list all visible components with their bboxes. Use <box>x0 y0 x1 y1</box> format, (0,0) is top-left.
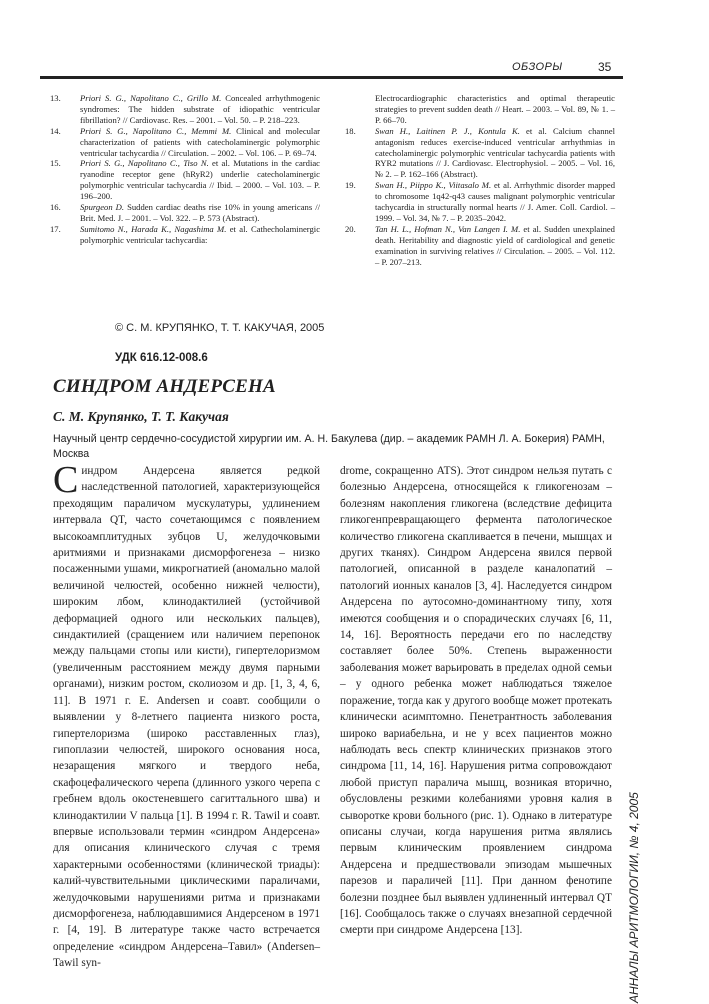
body-left-text: индром Андерсена является редкой наследственной патологией, характеризующейся преходящим параличом мускулатуры, удлинением интервала QT, часто сочетающимся с появлением высокоамплитудных зубцов U, желудочковыми аритмиями и признаками дисморфогенеза – низко посаженными ушами, микрогнатией (аномально малой величиной челюстей, особенно нижней челюсти), широким лбом, клинодактилией (устойчивой деформацией одного или нескольких пальцев), синдактилией (сращением или наличием перепонок между пальцами стопы или кисти), гипертелоризмом (увеличенным расстоянием между двумя парными органами), низким ростом, сколиозом и др. [1, 3, 4, 6, 11]. В 1971 г. E. Andersen и соавт. сообщили о выявлении у 8-летнего пациента низкого роста, гипертелоризма (широко расставленных глаз), гипоплазии челюстей, широкого основания носа, незаращения мягкого и твердого неба, скафоцефалического черепа (длинного узкого черепа с гребнем вдоль окостеневшего сагиттального шва) и клинодактилии V пальца [1]. В 1994 г. R. Tawil и соавт. впервые использовали термин «синдром Андерсена» для описания клинического случая с тремя характерными особенностями (клинической триады): калий-чувствительными циклическими параличами, желудочковыми нарушениями ритма и признаками дисморфогенеза, наблюдавшимися Андерсеном в 1971 г. [4, 19]. В литературе также часто встречается определение «синдром Андерсена–Тавил» (Andersen–Tawil syn- <box>53 465 320 970</box>
reference-text: et al. Arrhythmic disorder mapped to chromosome 1q42-q43 causes malignant polymorphic ventricular tachycardia in structurally normal hearts // J. Amer. Coll. Cardiol. – 1999. – Vol. 34, № 7. – P. 2035–2042. <box>375 180 616 223</box>
reference-number: 18. <box>345 125 356 136</box>
page-number: 35 <box>598 60 612 74</box>
references-right-column <box>345 93 615 268</box>
body-right-text: drome, сокращенно ATS). Этот синдром нельзя путать с болезнью Андерсена, относящейся к гликогенозам – болезням накопления гликогена (вследствие дефицита гликогенпревращающего фермента патологическое количество гликогена скапливается в печени, мышцах и других тканях). Синдром Андерсена явился первой патологией, описанной в разделе каналопатий – патологий ионных каналов [3, 4]. Наследуется синдром Андерсена по аутосомно-доминантному типу, хотя имеются сообщения и о спорадических случаях [6, 11, 14, 16]. Вероятность передачи его по наследству составляет более 50%. Степень выраженности заболевания может варьировать в пределах одной семьи – у одного ребенка может наблюдаться тяжелое поражение, тогда как у другого вообще может протекать клинически асимптомно. Пенетрантность заболевания широко вариабельна, и не у всех пациентов можно наблюдать весь спектр клинических признаков этого синдрома [11, 14, 16]. Нарушения ритма сопровождают любой приступ паралича мышц, возникая вторично, обусловлены резкими колебаниями уровня калия в сыворотке крови больного (рис. 1). Однако в литературе описаны случаи, когда нарушения ритма являлись первым клиническим проявлением синдрома Андерсена и предшествовали эпизодам мышечных парезов и параличей [11]. При данном фенотипе болезни позднее был выявлен удлиненный интервал QT [16]. Сообщалось также о случаях внезапной сердечной смерти при синдроме Андерсена [13]. <box>340 465 612 937</box>
reference-continuation: Electrocardiographic characteristics and optimal therapeutic strategies to prevent sudden death // Heart. – 2003. – Vol. 89, № 1. – P. 66–70. <box>375 93 615 125</box>
reference-text: et al. Cathecholaminergic polymorphic ventricular tachycardia: <box>80 223 321 245</box>
reference-number: 13. <box>50 93 61 103</box>
reference-authors: Spurgeon D. <box>80 202 125 213</box>
reference-text: Clinical and molecular characterization of patients with catecholaminergic polymorphic ventricular tachycardia // Circulation. – 2002. – Vol. 106. – P. 69–74. <box>80 125 320 158</box>
drop-cap: С <box>53 459 79 501</box>
references-left-column <box>50 93 320 246</box>
reference-authors: Swan H., Piippo K., Viitasalo M. <box>375 180 492 191</box>
reference-authors: Priori S. G., Napolitano C., Tiso N. <box>80 158 209 169</box>
reference-number: 17. <box>50 223 61 234</box>
reference-item <box>50 158 320 202</box>
section-title: ОБЗОРЫ <box>512 61 563 73</box>
reference-item <box>50 126 320 159</box>
article-title: СИНДРОМ АНДЕРСЕНА <box>53 376 276 397</box>
reference-authors: Priori S. G., Napolitano C., Grillo M. <box>80 93 222 103</box>
reference-item <box>50 224 320 246</box>
header-rule <box>40 76 623 79</box>
reference-number: 19. <box>345 180 356 191</box>
reference-item <box>50 202 320 224</box>
reference-number: 14. <box>50 125 61 136</box>
reference-authors: Priori S. G., Napolitano C., Memmi M. <box>80 125 232 136</box>
reference-authors: Tan H. L., Hofman N., Van Langen I. M. <box>375 223 521 234</box>
reference-authors: Sumitomo N., Harada K., Nagashima M. <box>80 223 227 234</box>
reference-item <box>345 224 615 268</box>
reference-item <box>345 126 615 181</box>
udk-code: УДК 616.12-008.6 <box>115 352 208 364</box>
reference-text: et al. Mutations in the cardiac ryanodine receptor gene (hRyR2) underlie catecholaminergic polymorphic ventricular tachycardia // Ibid. – 2000. – Vol. 103. – P. 196–200. <box>80 158 320 202</box>
reference-number: 15. <box>50 158 61 169</box>
reference-number: 16. <box>50 202 61 213</box>
body-left-column <box>53 459 320 972</box>
reference-authors: Swan H., Laitinen P. J., Kontula K. <box>375 125 520 136</box>
body-right-column <box>340 463 612 939</box>
reference-text: Sudden cardiac deaths rise 10% in young americans // Brit. Med. J. – 2001. – Vol. 322. – P. 573 (Abstract). <box>80 202 320 223</box>
reference-text: Concealed arrhythmogenic syndromes: The hidden substrate of idiopathic ventricular fibrillation? // Cardiovasc. Res. – 2001. – Vol. 50. – P. 218–223. <box>80 93 320 125</box>
copyright-line: © С. М. КРУПЯНКО, Т. Т. КАКУЧАЯ, 2005 <box>115 322 325 334</box>
journal-vertical-label: АННАЛЫ АРИТМОЛОГИИ, № 4, 2005 <box>627 792 641 1003</box>
reference-number: 20. <box>345 223 356 234</box>
article-authors: С. М. Крупянко, Т. Т. Какучая <box>53 409 229 424</box>
reference-item <box>50 93 320 126</box>
affiliation: Научный центр сердечно-сосудистой хирургии им. А. Н. Бакулева (дир. – академик РАМН Л. А. Бокерия) РАМН, Москва <box>53 433 605 460</box>
reference-item <box>345 180 615 224</box>
reference-text: et al. Calcium channel antagonism reduces exercise-induced ventricular arrhythmias in catecholaminergic polymorphic ventricular tachycardia patients with RYR2 mutations // J. Cardiovasc. Electrophysiol. – 2005. – Vol. 16, № 2. – P. 162–166 (Abstract). <box>375 125 615 180</box>
reference-text: et al. Sudden unexplained death. Heritability and diagnostic yield of cardiological and genetic examination in surviving relatives // Circulation. – 2005. – Vol. 112. – P. 207–213. <box>375 223 615 267</box>
